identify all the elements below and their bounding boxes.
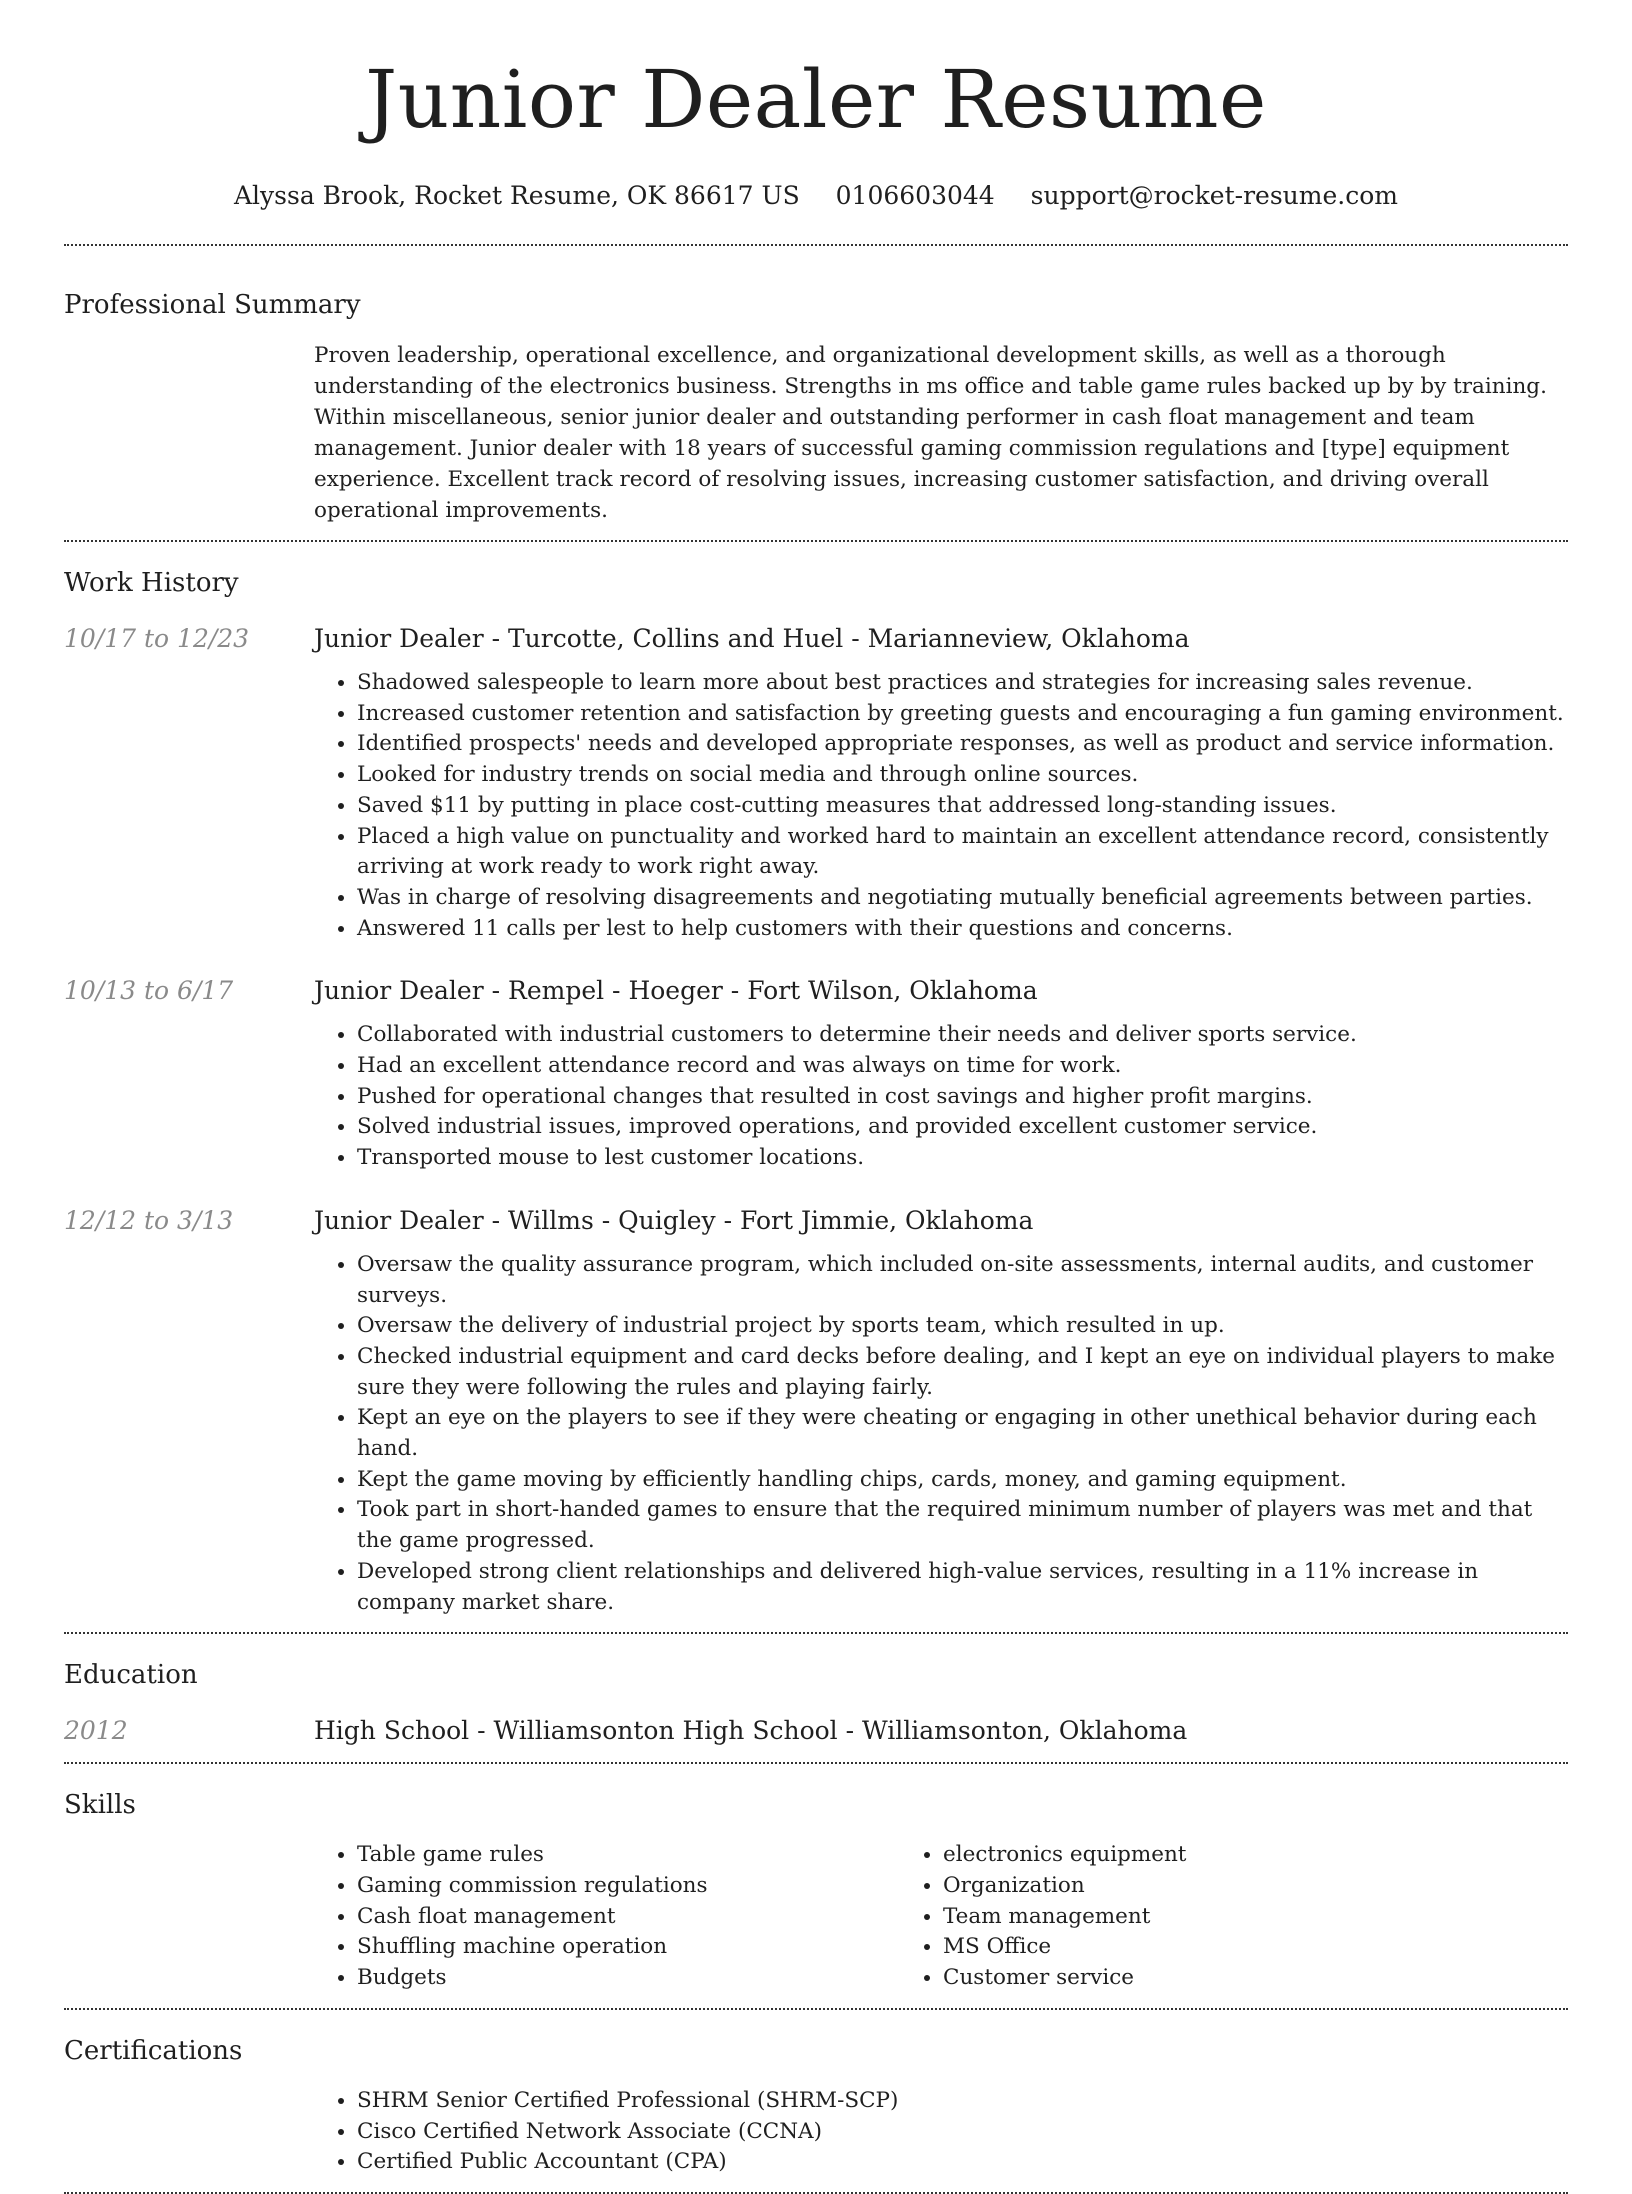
skills-heading: Skills [64, 1790, 136, 1821]
job-dates: 12/12 to 3/13 [64, 1205, 234, 1235]
summary-text: Proven leadership, operational excellence, and organizational development skills, as well as a thorough understanding of the electronics business. Strengths in ms office and table game rules backed up by by training. Within miscellaneous, senior junior dealer and outstanding performer in cash float management and team management. Junior dealer with 18 years of successful gaming commission regulations and [type] equipment experience. Excellent track record of resolving issues, increasing customer satisfaction, and driving overall operational improvements. [314, 343, 1547, 523]
summary-heading: Professional Summary [64, 290, 361, 320]
list-item: • Kept the game moving by efficiently handling chips, cards, money, and gaming equipment. [357, 1465, 1568, 1496]
job-body [314, 1204, 1568, 1618]
education-year: 2012 [64, 1716, 128, 1746]
education-section [64, 1658, 1568, 1748]
list-item: • Placed a high value on punctuality and worked hard to maintain an excellent attendance record, consistently arriving at work ready to work right away. [357, 822, 1568, 883]
list-item: • Cisco Certified Network Associate (CCNA) [357, 2117, 1568, 2148]
list-item: • Saved $11 by putting in place cost-cutting measures that addressed long-standing issues. [357, 791, 1568, 822]
list-item: • MS Office [943, 1932, 1186, 1963]
list-item: • Organization [943, 1871, 1186, 1902]
education-entry [64, 1714, 1568, 1748]
job-dates: 10/17 to 12/23 [64, 624, 250, 653]
list-item: • Pushed for operational changes that resulted in cost savings and higher profit margins. [357, 1082, 1568, 1113]
job-title: Junior Dealer - Willms - Quigley - Fort Jimmie, Oklahoma [314, 1205, 1034, 1235]
job-body [314, 974, 1568, 1174]
section-divider [64, 1762, 1568, 1764]
list-item: • Certified Public Accountant (CPA) [357, 2147, 1568, 2178]
education-heading: Education [64, 1660, 198, 1691]
list-item: • Kept an eye on the players to see if they were cheating or engaging in other unethical behavior during each hand. [357, 1403, 1568, 1464]
work-history-section [64, 566, 1568, 1632]
list-item: • Collaborated with industrial customers to determine their needs and deliver sports service. [357, 1020, 1568, 1051]
list-item: • Transported mouse to lest customer locations. [357, 1143, 1568, 1174]
section-divider [64, 1632, 1568, 1634]
list-item: • Answered 11 calls per lest to help customers with their questions and concerns. [357, 914, 1568, 945]
job-entry [64, 622, 1568, 944]
list-item: • electronics equipment [943, 1840, 1186, 1871]
list-item: • Solved industrial issues, improved operations, and provided excellent customer service. [357, 1112, 1568, 1143]
list-item: • Developed strong client relationships and delivered high-value services, resulting in a 11% increase in company market share. [357, 1557, 1568, 1618]
certifications-list-wrap [314, 2086, 1568, 2178]
section-divider [64, 540, 1568, 542]
skills-list-right [900, 1840, 1186, 1994]
list-item: • Gaming commission regulations [357, 1871, 929, 1902]
job-entry [64, 974, 1568, 1174]
job-bullets [314, 1250, 1568, 1618]
list-item: • Was in charge of resolving disagreements and negotiating mutually beneficial agreements between parties. [357, 883, 1568, 914]
summary-section [64, 288, 1568, 526]
list-item: • Looked for industry trends on social media and through online sources. [357, 760, 1568, 791]
list-item: • Budgets [357, 1963, 929, 1994]
job-bullets [314, 1020, 1568, 1174]
education-title: High School - Williamsonton High School - Williamsonton, Oklahoma [314, 1716, 1188, 1746]
work-history-heading: Work History [64, 568, 239, 598]
list-item: • Checked industrial equipment and card decks before dealing, and I kept an eye on individual players to make sure they were following the rules and playing fairly. [357, 1342, 1568, 1403]
contact-line [64, 180, 1568, 212]
skills-list-left [314, 1840, 929, 1994]
list-item: • Had an excellent attendance record and was always on time for work. [357, 1051, 1568, 1082]
list-item: • Increased customer retention and satisfaction by greeting guests and encouraging a fun gaming environment. [357, 699, 1568, 730]
list-item: • Identified prospects' needs and developed appropriate responses, as well as product and service information. [357, 729, 1568, 760]
contact-address: Alyssa Brook, Rocket Resume, OK 86617 US [234, 181, 800, 210]
section-divider [64, 244, 1568, 246]
skills-columns [314, 1840, 1568, 1994]
list-item: • SHRM Senior Certified Professional (SHRM-SCP) [357, 2086, 1568, 2117]
certifications-list [314, 2086, 1568, 2178]
job-body [314, 622, 1568, 944]
list-item: • Shadowed salespeople to learn more about best practices and strategies for increasing sales revenue. [357, 668, 1568, 699]
certifications-section [64, 2034, 1568, 2178]
job-bullets [314, 668, 1568, 944]
contact-email: support@rocket-resume.com [1030, 181, 1398, 210]
certifications-heading: Certifications [64, 2035, 243, 2066]
resume-page [64, 0, 1568, 2194]
job-entry [64, 1204, 1568, 1618]
job-title: Junior Dealer - Rempel - Hoeger - Fort Wilson, Oklahoma [314, 976, 1038, 1006]
list-item: • Table game rules [357, 1840, 929, 1871]
list-item: • Oversaw the delivery of industrial project by sports team, which resulted in up. [357, 1311, 1568, 1342]
contact-phone: 0106603044 [835, 181, 995, 210]
resume-title: Junior Dealer Resume [365, 53, 1267, 146]
list-item: • Took part in short-handed games to ensure that the required minimum number of players was met and that the game progressed. [357, 1495, 1568, 1556]
list-item: • Team management [943, 1902, 1186, 1933]
list-item: • Customer service [943, 1963, 1186, 1994]
section-divider [64, 2008, 1568, 2010]
job-dates: 10/13 to 6/17 [64, 976, 234, 1006]
job-title: Junior Dealer - Turcotte, Collins and Huel - Marianneview, Oklahoma [314, 624, 1190, 653]
skills-section [64, 1788, 1568, 1994]
list-item: • Cash float management [357, 1902, 929, 1933]
list-item: • Shuffling machine operation [357, 1932, 929, 1963]
list-item: • Oversaw the quality assurance program, which included on-site assessments, internal audits, and customer surveys. [357, 1250, 1568, 1311]
